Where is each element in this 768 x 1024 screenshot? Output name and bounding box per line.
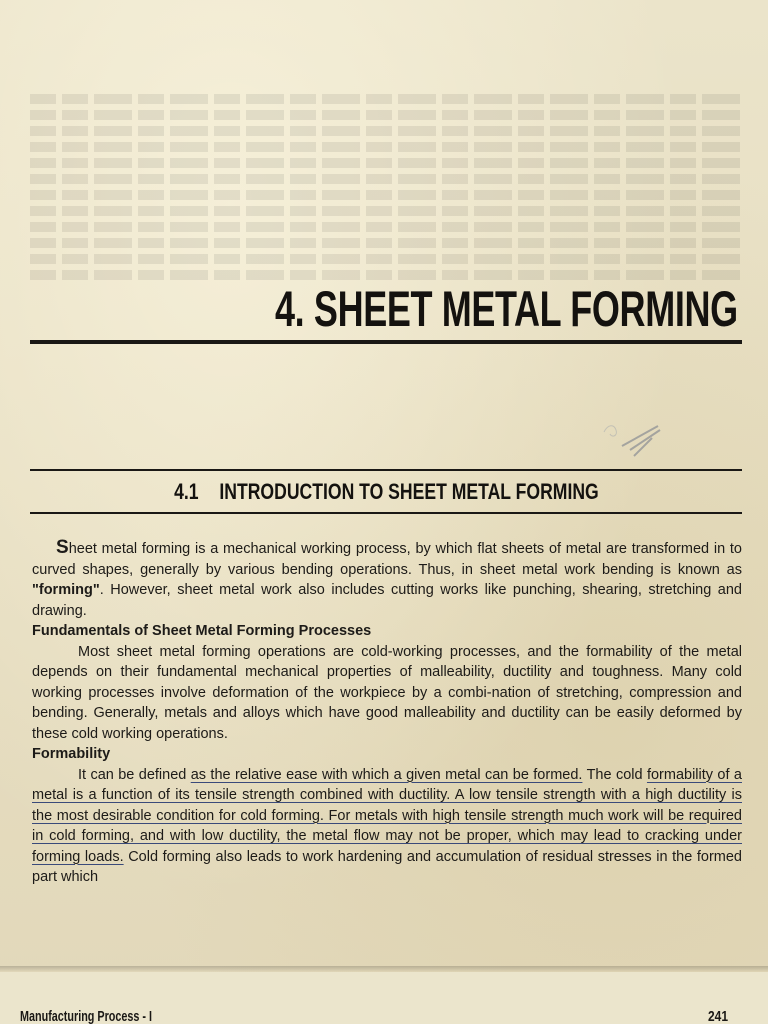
body-text [32, 538, 742, 888]
chapter-title: 4. SHEET METAL FORMING [275, 281, 738, 337]
intro-paragraph: Sheet metal forming is a mechanical working process, by which flat sheets of metal are transformed in to curved shapes, generally by various bending operations. Thus, in sheet metal work bending is known as "forming". However, sheet metal work also includes cutting works like punching, shearing, stretching and drawing. [32, 537, 742, 619]
page-footer [0, 972, 768, 1024]
fundamentals-paragraph: Most sheet metal forming operations are cold-working processes, and the formability of the metal depends on their fundamental mechanical properties of malleability, ductility and toughness. Many cold working processes involve deformation of the workpiece by a combi-nation of stretching, compression and bending. Generally, metals and alloys which have good malleability and ductility can be easily deformed by these cold working operations. [32, 643, 742, 742]
footer-book-title: Manufacturing Process - I [20, 1008, 153, 1024]
pen-scribble [600, 416, 670, 466]
forming-term: "forming" [32, 582, 100, 598]
section-title: INTRODUCTION TO SHEET METAL FORMING [218, 479, 599, 504]
fundamentals-heading: Fundamentals of Sheet Metal Forming Processes [32, 623, 372, 639]
section-number: 4.1 [173, 479, 199, 504]
underlined-definition: as the relative ease with which a given metal can be formed. [190, 766, 583, 783]
underlined-passage: formability of a metal is a function of its tensile strength combined with ductility. A low tensile strength with a high ductility is the most desirable condition for cold forming. For metals with high tensile strength much work will be required in cold forming, and with low ductility, the metal flow may not be proper, which may lead to cracking under forming loads. [32, 766, 742, 865]
chapter-rule [30, 340, 742, 344]
formability-paragraph: It can be defined as the relative ease with which a given metal can be formed. The cold formability of a metal is a function of its tensile strength combined with ductility. A low tensile strength with a high ductility is the most desirable condition for cold forming. For metals with high tensile strength much work will be required in cold forming, and with low ductility, the metal flow may not be proper, which may lead to cracking under forming loads. Cold forming also leads to work hardening and accumulation of residual stresses in the formed part which [32, 766, 742, 885]
section-rule-bottom [30, 512, 742, 514]
page-number: 241 [707, 1008, 728, 1024]
section-rule-top [30, 469, 742, 471]
drop-cap: S [56, 537, 69, 558]
section-heading [30, 479, 742, 505]
formability-heading: Formability [32, 746, 111, 762]
